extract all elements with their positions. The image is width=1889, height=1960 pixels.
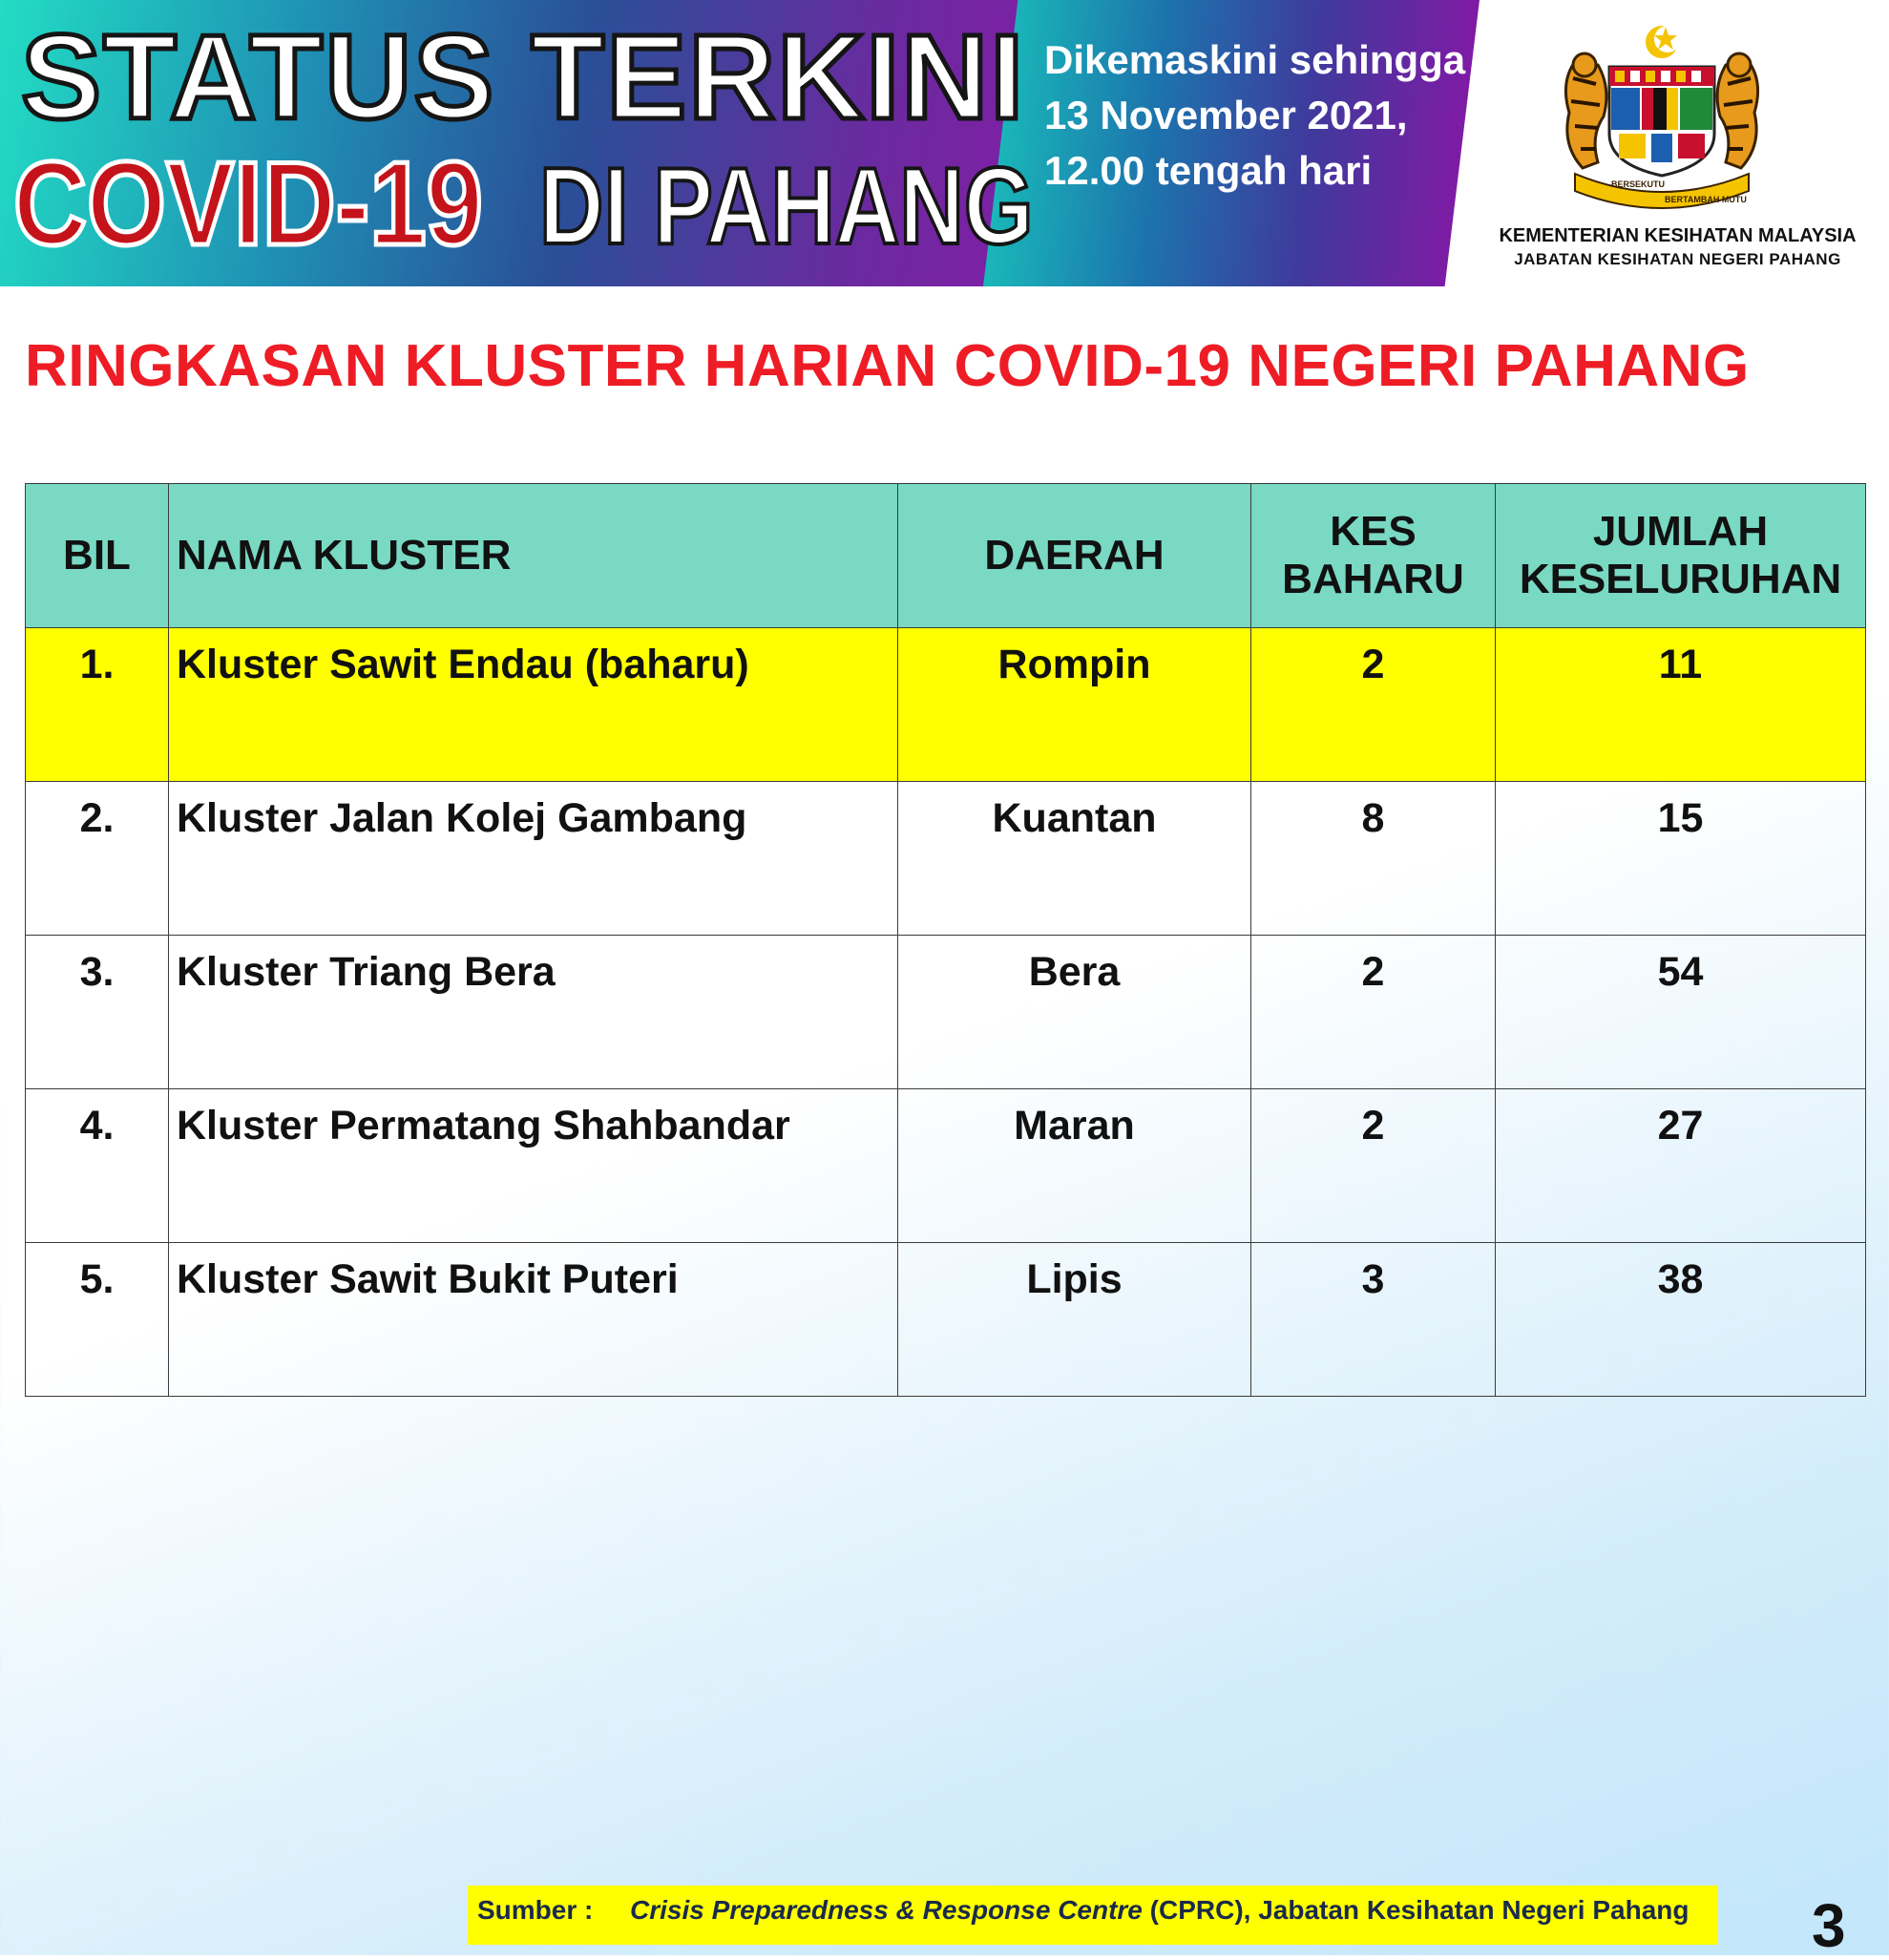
- header-kes-baharu: [1251, 484, 1496, 628]
- svg-text:BERSEKUTU: BERSEKUTU: [1611, 179, 1666, 189]
- table-row: [26, 1089, 1866, 1243]
- cell-jumlah: 11: [1496, 628, 1866, 782]
- ministry-name: [1475, 223, 1880, 271]
- title-status-terkini: STATUS TERKINI: [21, 10, 1026, 144]
- cluster-table: [25, 483, 1866, 1397]
- cell-bil: 5.: [26, 1243, 169, 1397]
- table-header-row: [26, 484, 1866, 628]
- cell-bil: 3.: [26, 936, 169, 1089]
- source-label: Sumber :: [477, 1895, 594, 1925]
- update-line-1: Dikemaskini sehingga: [1044, 37, 1466, 82]
- cell-nama-kluster: Kluster Sawit Bukit Puteri: [169, 1243, 898, 1397]
- cell-kes-baharu: 2: [1251, 628, 1496, 782]
- title-di-pahang: DI PAHANG: [539, 146, 1034, 267]
- malaysia-coat-of-arms-icon: [1548, 21, 1775, 212]
- update-line-2: 13 November 2021,: [1044, 93, 1408, 137]
- cell-nama-kluster: Kluster Triang Bera: [169, 936, 898, 1089]
- source-italic-name: Crisis Preparedness & Response Centre: [630, 1895, 1143, 1925]
- cell-daerah: Rompin: [898, 628, 1251, 782]
- cell-jumlah: 27: [1496, 1089, 1866, 1243]
- svg-text:BERTAMBAH MUTU: BERTAMBAH MUTU: [1665, 195, 1747, 204]
- title-covid-19: COVID-19: [13, 138, 483, 270]
- source-rest: (CPRC), Jabatan Kesihatan Negeri Pahang: [1142, 1895, 1690, 1925]
- header-banner: [0, 0, 1889, 286]
- update-timestamp: [1044, 32, 1466, 199]
- cell-nama-kluster: Kluster Permatang Shahbandar: [169, 1089, 898, 1243]
- cell-daerah: Kuantan: [898, 782, 1251, 936]
- header-jumlah-line-1: JUMLAH: [1592, 508, 1769, 555]
- update-line-3: 12.00 tengah hari: [1044, 148, 1373, 193]
- cell-jumlah: 15: [1496, 782, 1866, 936]
- page-number: 3: [1812, 1891, 1846, 1960]
- cell-jumlah: 38: [1496, 1243, 1866, 1397]
- table-row: [26, 628, 1866, 782]
- cell-daerah: Maran: [898, 1089, 1251, 1243]
- source-note: [468, 1886, 1718, 1945]
- header-daerah: DAERAH: [898, 484, 1251, 628]
- header-jumlah-line-2: KESELURUHAN: [1519, 556, 1842, 602]
- cell-kes-baharu: 8: [1251, 782, 1496, 936]
- header-bil: BIL: [26, 484, 169, 628]
- cell-nama-kluster: Kluster Jalan Kolej Gambang: [169, 782, 898, 936]
- header-nama-kluster: NAMA KLUSTER: [169, 484, 898, 628]
- cell-kes-baharu: 2: [1251, 1089, 1496, 1243]
- cell-kes-baharu: 2: [1251, 936, 1496, 1089]
- table-row: [26, 1243, 1866, 1397]
- cell-daerah: Bera: [898, 936, 1251, 1089]
- cell-bil: 2.: [26, 782, 169, 936]
- header-kes-line-2: BAHARU: [1282, 556, 1464, 602]
- cell-bil: 4.: [26, 1089, 169, 1243]
- ministry-line-2: JABATAN KESIHATAN NEGERI PAHANG: [1514, 250, 1841, 268]
- page-title: RINGKASAN KLUSTER HARIAN COVID-19 NEGERI PAHANG: [25, 333, 1750, 399]
- header-kes-line-1: KES: [1330, 508, 1417, 555]
- cell-daerah: Lipis: [898, 1243, 1251, 1397]
- header-jumlah-keseluruhan: [1496, 484, 1866, 628]
- cell-nama-kluster: Kluster Sawit Endau (baharu): [169, 628, 898, 782]
- table-row: [26, 936, 1866, 1089]
- cell-kes-baharu: 3: [1251, 1243, 1496, 1397]
- cell-bil: 1.: [26, 628, 169, 782]
- ministry-line-1: KEMENTERIAN KESIHATAN MALAYSIA: [1499, 225, 1857, 246]
- table-row: [26, 782, 1866, 936]
- cell-jumlah: 54: [1496, 936, 1866, 1089]
